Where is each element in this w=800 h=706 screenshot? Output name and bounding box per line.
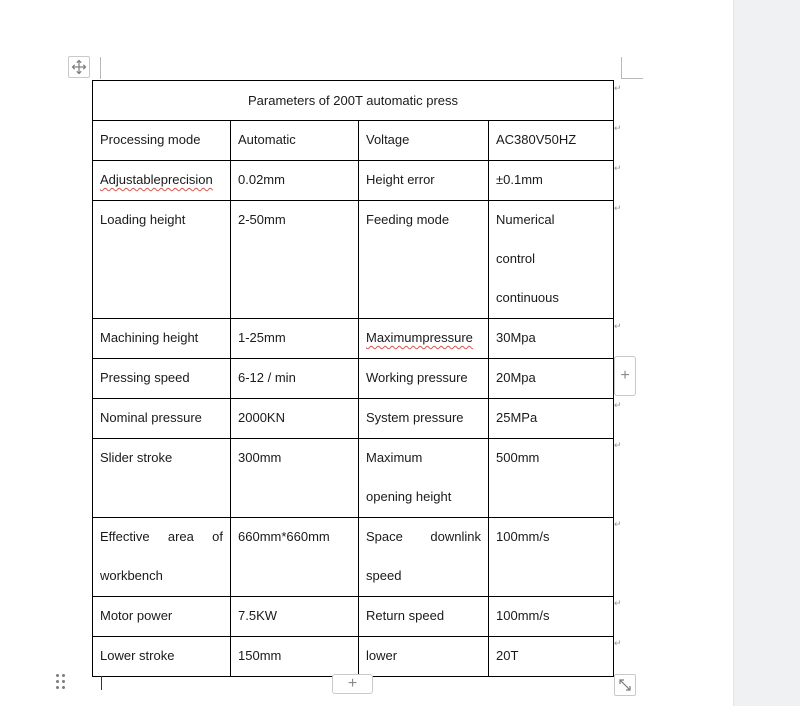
table-cell[interactable]: Voltage: [359, 121, 489, 161]
table-cell[interactable]: 150mm: [231, 637, 359, 677]
table-cell[interactable]: 300mm: [231, 439, 359, 518]
table-cell[interactable]: 20T: [489, 637, 614, 677]
table-cell[interactable]: Machining height: [93, 319, 231, 359]
table-cell[interactable]: 100mm/s: [489, 518, 614, 597]
parameters-table: [92, 80, 614, 677]
table-cell[interactable]: Loading height: [93, 201, 231, 319]
add-column-button[interactable]: +: [614, 356, 636, 396]
table-resize-handle[interactable]: [614, 674, 636, 696]
table-cell[interactable]: Nominal pressure: [93, 399, 231, 439]
table-cell[interactable]: 100mm/s: [489, 597, 614, 637]
table-row: [93, 201, 614, 319]
table-row: [93, 637, 614, 677]
table-cell[interactable]: Slider stroke: [93, 439, 231, 518]
table-cell[interactable]: Processing mode: [93, 121, 231, 161]
end-of-row-mark: ↵: [614, 598, 622, 608]
table-cell[interactable]: 500mm: [489, 439, 614, 518]
add-row-button[interactable]: +: [332, 674, 373, 694]
table-cell[interactable]: Working pressure: [359, 359, 489, 399]
drag-dots-icon[interactable]: [56, 674, 68, 692]
table-cell[interactable]: 1-25mm: [231, 319, 359, 359]
end-of-row-mark: ↵: [614, 519, 622, 529]
end-of-row-mark: ↵: [614, 83, 622, 93]
table-cell[interactable]: 0.02mm: [231, 161, 359, 201]
table-cell[interactable]: Feeding mode: [359, 201, 489, 319]
table-cell[interactable]: 6-12 / min: [231, 359, 359, 399]
table-cell[interactable]: Maximumpressure: [359, 319, 489, 359]
table-cell[interactable]: lower: [359, 637, 489, 677]
table-cell[interactable]: System pressure: [359, 399, 489, 439]
table-cell[interactable]: Space downlink speed: [359, 518, 489, 597]
end-of-row-mark: ↵: [614, 203, 622, 213]
table-row: [93, 439, 614, 518]
table-cell[interactable]: Pressing speed: [93, 359, 231, 399]
table-title[interactable]: Parameters of 200T automatic press: [93, 81, 614, 121]
table-cell[interactable]: 25MPa: [489, 399, 614, 439]
table-row: [93, 359, 614, 399]
margin-mark-right: [621, 57, 622, 79]
move-arrows-icon: [71, 59, 87, 75]
table-title-row: [93, 81, 614, 121]
table-cell[interactable]: ±0.1mm: [489, 161, 614, 201]
table-cell[interactable]: Numerical control continuous: [489, 201, 614, 319]
table-row: [93, 518, 614, 597]
table-cell[interactable]: 660mm*660mm: [231, 518, 359, 597]
end-of-row-mark: ↵: [614, 163, 622, 173]
table-cell[interactable]: Automatic: [231, 121, 359, 161]
table-cell[interactable]: Height error: [359, 161, 489, 201]
text-cursor: [101, 676, 102, 690]
end-of-row-mark: ↵: [614, 440, 622, 450]
table-cell[interactable]: Adjustableprecision: [93, 161, 231, 201]
margin-mark-right-horizontal: [621, 78, 643, 79]
table-cell[interactable]: Return speed: [359, 597, 489, 637]
table-row: [93, 399, 614, 439]
table-row: [93, 597, 614, 637]
table-cell[interactable]: Maximum opening height: [359, 439, 489, 518]
table-row: [93, 319, 614, 359]
table-cell[interactable]: Motor power: [93, 597, 231, 637]
table-cell[interactable]: 2000KN: [231, 399, 359, 439]
table-cell[interactable]: AC380V50HZ: [489, 121, 614, 161]
table-cell[interactable]: 30Mpa: [489, 319, 614, 359]
table-move-handle[interactable]: [68, 56, 90, 78]
end-of-row-mark: ↵: [614, 638, 622, 648]
table-cell[interactable]: 20Mpa: [489, 359, 614, 399]
table-cell[interactable]: 7.5KW: [231, 597, 359, 637]
margin-mark-left: [100, 57, 101, 79]
table-row: [93, 161, 614, 201]
table-cell[interactable]: Effective area of workbench: [93, 518, 231, 597]
end-of-row-mark: ↵: [614, 123, 622, 133]
end-of-row-mark: ↵: [614, 400, 622, 410]
table-cell[interactable]: Lower stroke: [93, 637, 231, 677]
table-cell[interactable]: 2-50mm: [231, 201, 359, 319]
table-row: [93, 121, 614, 161]
end-of-row-mark: ↵: [614, 321, 622, 331]
side-panel: [733, 0, 800, 706]
resize-diagonal-icon: [615, 675, 635, 695]
